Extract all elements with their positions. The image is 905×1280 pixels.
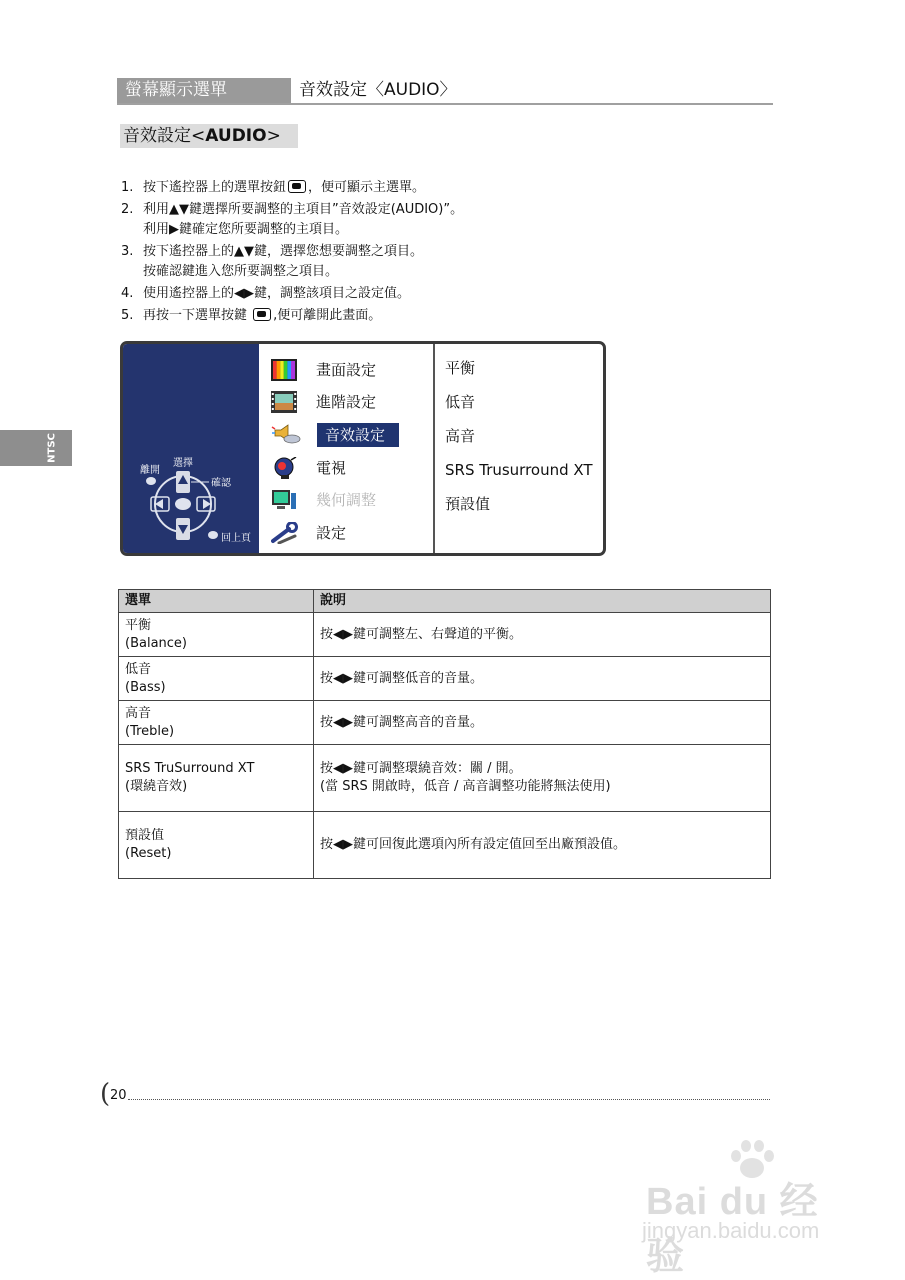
- section-title-prefix: 音效設定<: [123, 126, 206, 146]
- table-cell-desc: 按◀▶鍵可回復此選項內所有設定值回至出廠預設值。: [314, 812, 771, 879]
- menu-item-label: 畫面設定: [316, 361, 377, 379]
- table-row: [119, 745, 771, 812]
- film-icon: [271, 391, 297, 413]
- table-cell-name: [119, 657, 314, 701]
- page-footer: [100, 1079, 772, 1109]
- table-cell-name: [119, 812, 314, 879]
- cell-text: (Bass): [125, 679, 166, 695]
- cell-text: (環繞音效): [125, 779, 188, 794]
- remote-label-exit: 離開: [140, 465, 160, 476]
- speaker-icon: [271, 424, 301, 446]
- step-1: [121, 178, 463, 198]
- menu-item-label: 電視: [316, 459, 347, 477]
- step-2: [121, 200, 463, 240]
- remote-label-select: 選擇: [173, 458, 193, 469]
- menu-item-advanced[interactable]: [259, 388, 434, 416]
- table-row: [119, 657, 771, 701]
- audio-settings-table: [118, 589, 771, 879]
- dotted-rule: [128, 1099, 770, 1100]
- table-cell-desc: [314, 745, 771, 812]
- step-text: 利用▲▼鍵選擇所要調整的主項目”音效設定(AUDIO)”。: [143, 202, 464, 217]
- step-text: ，便可顯示主選單。: [308, 180, 426, 195]
- cell-text: SRS TruSurround XT: [125, 761, 255, 776]
- header-topic: 音效設定〈AUDIO〉: [299, 80, 457, 100]
- table-header: 選單: [119, 590, 314, 613]
- menu-button-icon: [253, 308, 271, 321]
- cell-text: (Balance): [125, 635, 187, 651]
- watermark-logo: Bai du 经验: [646, 1181, 819, 1278]
- step-3: [121, 242, 463, 282]
- cell-text: 低音: [125, 661, 152, 677]
- section-title-suffix: >: [266, 126, 281, 146]
- menu-item-picture[interactable]: [259, 356, 434, 384]
- step-number: 1.: [121, 180, 134, 195]
- page-bracket-icon: (: [100, 1079, 111, 1109]
- step-text: 使用遙控器上的◀▶鍵，調整該項目之設定值。: [143, 286, 410, 301]
- table-row: [119, 613, 771, 657]
- step-text: 按下遙控器上的選單按鈕: [143, 180, 287, 195]
- menu-item-audio[interactable]: [259, 421, 434, 449]
- cell-text: (Reset): [125, 846, 172, 861]
- page-number: 20: [110, 1088, 127, 1103]
- cell-text: 預設值: [125, 828, 165, 843]
- side-tab: [0, 430, 72, 466]
- watermark: [640, 1140, 855, 1278]
- cell-text: 平衡: [125, 617, 152, 633]
- cell-text: 高音: [125, 705, 152, 721]
- section-title: [120, 124, 298, 148]
- main-menu: [259, 344, 434, 553]
- satellite-icon: [271, 457, 297, 479]
- step-number: 3.: [121, 244, 134, 259]
- header-rule: [117, 103, 773, 105]
- menu-item-label: 幾何調整: [316, 491, 377, 509]
- menu-item-settings[interactable]: [259, 519, 434, 547]
- table-cell-desc: 按◀▶鍵可調整左、右聲道的平衡。: [314, 613, 771, 657]
- step-text: 再按一下選單按鍵: [143, 308, 248, 323]
- submenu-item-balance[interactable]: 平衡: [445, 359, 476, 377]
- instruction-steps: [121, 178, 463, 326]
- step-text: 按下遙控器上的▲▼鍵，選擇您想要調整之項目。: [143, 244, 423, 259]
- remote-control-icon: [123, 344, 259, 553]
- menu-item-label: 進階設定: [316, 393, 377, 411]
- menu-item-label: 音效設定: [317, 423, 399, 447]
- menu-item-geometry[interactable]: [259, 486, 434, 514]
- header-section: 螢幕顯示選單: [117, 78, 291, 103]
- color-bars-icon: [271, 359, 297, 381]
- remote-label-back: 回上頁: [221, 533, 251, 544]
- step-number: 4.: [121, 286, 134, 301]
- osd-divider: [433, 344, 435, 553]
- step-text: 利用▶鍵確定您所要調整的主項目。: [143, 222, 348, 237]
- table-cell-desc: 按◀▶鍵可調整高音的音量。: [314, 701, 771, 745]
- side-tab-label: NTSC: [46, 433, 58, 463]
- menu-button-icon: [288, 180, 306, 193]
- monitor-icon: [271, 489, 297, 511]
- watermark-url: jingyan.baidu.com: [642, 1218, 820, 1243]
- table-header: 說明: [314, 590, 771, 613]
- wrench-icon: [271, 522, 301, 544]
- table-row: [119, 701, 771, 745]
- cell-text: (Treble): [125, 723, 175, 739]
- table-cell-name: [119, 745, 314, 812]
- table-cell-desc: 按◀▶鍵可調整低音的音量。: [314, 657, 771, 701]
- menu-item-tv[interactable]: [259, 454, 434, 482]
- osd-menu-screenshot: [120, 341, 606, 556]
- section-title-bold: AUDIO: [205, 126, 267, 146]
- submenu-item-reset[interactable]: 預設值: [445, 495, 491, 513]
- step-5: [121, 306, 463, 326]
- step-number: 2.: [121, 202, 134, 217]
- step-4: [121, 284, 463, 304]
- cell-text: (當 SRS 開啟時，低音 / 高音調整功能將無法使用): [320, 779, 611, 794]
- submenu-item-srs[interactable]: SRS Trusurround XT: [445, 461, 593, 479]
- table-header-row: [119, 590, 771, 613]
- remote-label-confirm: 確認: [211, 478, 231, 489]
- table-row: [119, 812, 771, 879]
- step-number: 5.: [121, 308, 134, 323]
- step-text: ,便可離開此畫面。: [273, 308, 382, 323]
- menu-item-label: 設定: [316, 524, 347, 542]
- page-header: [117, 78, 773, 105]
- submenu-item-bass[interactable]: 低音: [445, 393, 476, 411]
- step-text: 按確認鍵進入您所要調整之項目。: [143, 264, 339, 279]
- cell-text: 按◀▶鍵可調整環繞音效：關 / 開。: [320, 761, 522, 776]
- table-cell-name: [119, 613, 314, 657]
- remote-panel: [123, 344, 259, 553]
- submenu-item-treble[interactable]: 高音: [445, 427, 476, 445]
- table-cell-name: [119, 701, 314, 745]
